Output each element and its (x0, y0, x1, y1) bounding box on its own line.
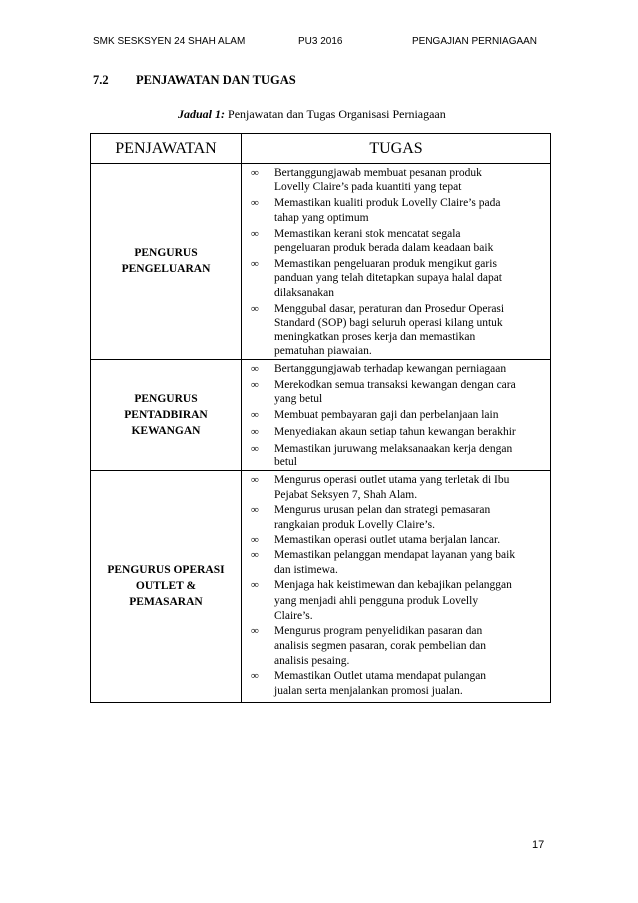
position-label: PENGURUS (134, 392, 198, 405)
task-line: Standard (SOP) bagi seluruh operasi kilang untuk (274, 317, 503, 330)
infinity-bullet-icon: ∞ (251, 670, 259, 683)
task-item (242, 409, 550, 423)
task-item (242, 443, 550, 470)
task-line: pengeluaran produk berada dalam keadaan baik (274, 242, 494, 255)
task-text (274, 409, 550, 423)
task-line: Memastikan kualiti produk Lovelly Claire’s pada (274, 197, 501, 210)
infinity-bullet-icon: ∞ (251, 442, 259, 455)
position-label: OUTLET & (135, 580, 197, 593)
task-item (242, 379, 550, 406)
task-line: Memastikan juruwang melaksanaakan kerja dengan (274, 442, 513, 455)
infinity-bullet-icon: ∞ (251, 426, 259, 439)
infinity-bullet-icon: ∞ (251, 197, 259, 210)
infinity-bullet-icon: ∞ (251, 409, 259, 422)
task-line: Memastikan Outlet utama mendapat pulangan (274, 670, 487, 683)
task-text (274, 624, 550, 669)
task-line: Memastikan operasi outlet utama berjalan lancar. (274, 534, 501, 547)
infinity-bullet-icon: ∞ (251, 302, 259, 315)
header-school: SMK SESKSYEN 24 SHAH ALAM (93, 36, 246, 47)
table-body (91, 164, 551, 703)
section-number: 7.2 (93, 73, 109, 87)
infinity-bullet-icon: ∞ (251, 549, 259, 562)
position-cell (91, 164, 242, 360)
task-line: yang betul (274, 392, 323, 405)
task-text (274, 196, 550, 224)
task-text (274, 548, 550, 578)
position-label: PENGELUARAN (121, 263, 211, 276)
task-item (242, 166, 550, 194)
task-list (242, 360, 550, 470)
task-line: Menggubal dasar, peraturan dan Prosedur Operasi (274, 302, 505, 315)
task-text (274, 363, 550, 377)
task-text (274, 503, 550, 533)
task-line: Bertanggungjawab terhadap kewangan perniagaan (274, 362, 507, 375)
task-text (274, 302, 550, 359)
table-row (91, 470, 551, 702)
task-item (242, 624, 550, 669)
position-label: KEWANGAN (131, 424, 201, 437)
task-item (242, 503, 550, 533)
task-item (242, 578, 550, 623)
task-text (274, 426, 550, 440)
section-title: PENJAWATAN DAN TUGAS (136, 73, 296, 87)
task-text (274, 669, 550, 699)
task-line: rangkaian produk Lovelly Claire’s. (274, 519, 435, 532)
task-line: Lovelly Claire’s pada kuantiti yang tepat (274, 181, 462, 194)
caption-text: Penjawatan dan Tugas Organisasi Perniagaan (228, 107, 446, 121)
infinity-bullet-icon: ∞ (251, 258, 259, 271)
task-line: betul (274, 456, 297, 469)
position-label: PENGURUS OPERASI (107, 564, 225, 577)
task-line: Menyediakan akaun setiap tahun kewangan berakhir (274, 426, 516, 439)
infinity-bullet-icon: ∞ (251, 167, 259, 179)
page-number: 17 (532, 839, 545, 851)
position-label: PENTADBIRAN (124, 408, 208, 421)
task-item (242, 257, 550, 300)
infinity-bullet-icon: ∞ (251, 362, 259, 375)
infinity-bullet-icon: ∞ (251, 473, 259, 486)
infinity-bullet-icon: ∞ (251, 227, 259, 240)
task-text (274, 227, 550, 255)
tasks-cell (242, 164, 551, 360)
task-item (242, 426, 550, 440)
infinity-bullet-icon: ∞ (251, 503, 259, 516)
task-line: Memastikan kerani stok mencatat segala (274, 227, 461, 240)
task-item (242, 548, 550, 578)
task-item (242, 669, 550, 699)
task-list (242, 471, 550, 699)
task-line: pematuhan piawaian. (274, 345, 372, 358)
task-text (274, 379, 550, 406)
task-line: jualan serta menjalankan promosi jualan. (274, 685, 463, 698)
infinity-bullet-icon: ∞ (251, 624, 259, 637)
task-text (274, 578, 550, 623)
task-line: Merekodkan semua transaksi kewangan dengan cara (274, 379, 516, 392)
task-line: Pejabat Seksyen 7, Shah Alam. (274, 488, 418, 501)
task-line: dilaksanakan (274, 286, 335, 299)
task-line: dan istimewa. (274, 564, 338, 577)
position-cell (91, 470, 242, 702)
task-line: analisis pesaing. (274, 654, 350, 667)
task-line: Mengurus program penyelidikan pasaran dan (274, 624, 483, 637)
position-cell (91, 359, 242, 470)
position-label: PEMASARAN (129, 596, 203, 609)
task-item (242, 473, 550, 503)
position-label: PENGURUS (134, 247, 198, 260)
header-cell-position: PENJAWATAN (91, 134, 242, 164)
task-line: Membuat pembayaran gaji dan perbelanjaan lain (274, 409, 499, 422)
task-line: analisis segmen pasaran, corak pembelian dan (274, 639, 487, 652)
task-line: panduan yang telah ditetapkan supaya halal dapat (274, 272, 502, 285)
header-cell-tasks: TUGAS (242, 134, 551, 164)
task-text (274, 257, 550, 300)
task-text (274, 473, 550, 503)
task-item (242, 227, 550, 255)
table-row (91, 164, 551, 360)
task-line: Mengurus urusan pelan dan strategi pemasaran (274, 503, 491, 516)
task-line: Claire’s. (274, 609, 313, 622)
task-line: tahap yang optimum (274, 211, 369, 224)
task-line: Memastikan pengeluaran produk mengikut garis (274, 258, 497, 271)
task-text (274, 533, 550, 548)
tasks-cell (242, 359, 551, 470)
task-item (242, 533, 550, 548)
task-line: Mengurus operasi outlet utama yang terletak di Ibu (274, 473, 510, 486)
infinity-bullet-icon: ∞ (251, 534, 259, 547)
task-line: yang menjadi ahli pengguna produk Lovelly (274, 594, 479, 607)
table-caption (178, 107, 446, 122)
task-list (242, 164, 550, 359)
caption-label: Jadual 1: (178, 107, 226, 121)
task-line: Menjaga hak keistimewan dan kebajikan pelanggan (274, 579, 512, 592)
task-line: meningkatkan proses kerja dan memastikan (274, 331, 476, 344)
task-text (274, 443, 550, 470)
header-code: PU3 2016 (298, 36, 343, 47)
section-heading (93, 73, 296, 88)
task-item (242, 302, 550, 359)
task-item (242, 363, 550, 377)
task-line: Bertanggungjawab membuat pesanan produk (274, 167, 482, 179)
infinity-bullet-icon: ∞ (251, 579, 259, 592)
tasks-cell (242, 470, 551, 702)
header-subject: PENGAJIAN PERNIAGAAN (412, 36, 538, 47)
roles-table (90, 133, 551, 703)
task-text (274, 166, 550, 194)
infinity-bullet-icon: ∞ (251, 379, 259, 392)
task-item (242, 196, 550, 224)
table-header-row (91, 134, 551, 164)
task-line: Memastikan pelanggan mendapat layanan yang baik (274, 549, 516, 562)
table-row (91, 359, 551, 470)
